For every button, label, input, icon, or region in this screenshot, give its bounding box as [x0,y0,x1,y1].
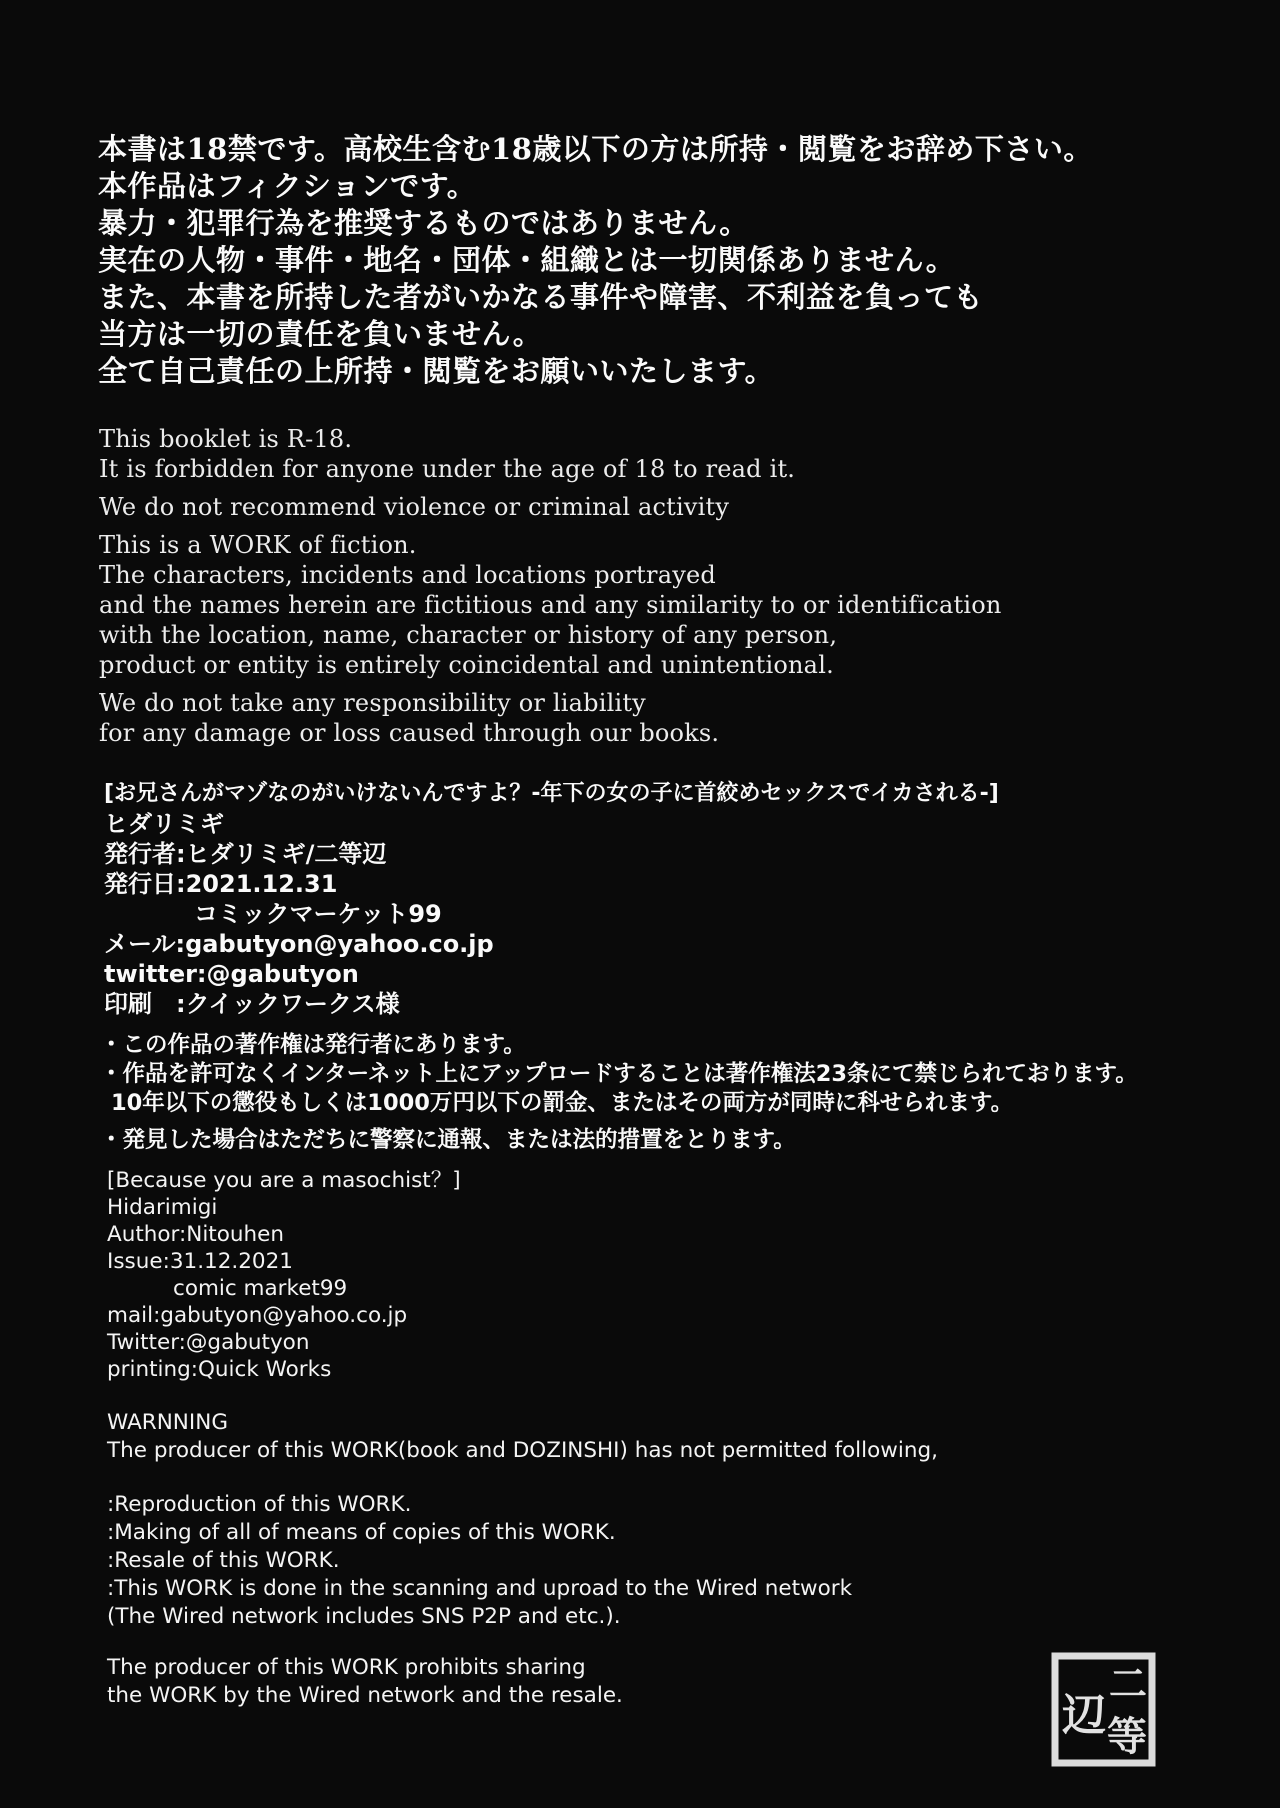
circle-name-en: Hidarimigi [107,1195,218,1220]
mail-address-en: mail:gabutyon@yahoo.co.jp [107,1303,408,1328]
twitter-handle-jp: twitter:@gabutyon [104,960,359,988]
jp-disclaimer-line: 当方は一切の責任を負いません。 [98,317,543,351]
twitter-handle-en: Twitter:@gabutyon [107,1330,310,1355]
mail-address-jp: メール:gabutyon@yahoo.co.jp [104,930,494,958]
jp-copyright-line: 10年以下の懲役もしくは1000万円以下の罰金、またはその両方が同時に科せられます。 [111,1090,1014,1116]
en-disclaimer-line: It is forbidden for anyone under the age of 18 to read it. [99,455,796,483]
en-disclaimer-line: for any damage or loss caused through our books. [99,719,720,747]
circle-name-jp: ヒダリミギ [104,810,224,838]
jp-disclaimer-line: 本作品はフィクションです。 [98,169,477,203]
work-title-jp: [お兄さんがマゾなのがいけないんですよ？-年下の女の子に首絞めセックスでイカされる-] [104,781,999,806]
jp-disclaimer-line: また、本書を所持した者がいかなる事件や障害、不利益を負っても [98,280,984,314]
en-disclaimer-group [99,530,1002,680]
jp-copyright-block [100,1031,1138,1155]
en-disclaimer-block [99,424,1002,756]
event-name-en: comic market99 [173,1276,348,1301]
en-disclaimer-line: We do not take any responsibility or liability [99,689,646,717]
printing-company-jp: 印刷 :クイックワークス様 [104,990,400,1018]
en-disclaimer-line: We do not recommend violence or criminal activity [99,493,730,521]
en-disclaimer-line: and the names herein are fictitious and any similarity to or identification [99,591,1002,619]
jp-disclaimer-block [98,131,1093,390]
en-disclaimer-line: with the location, name, character or history of any person, [99,621,838,649]
warning-heading: WARNNING [107,1410,228,1435]
seal-icon [1049,1650,1159,1770]
jp-disclaimer-line: 実在の人物・事件・地名・団体・組織とは一切関係ありません。 [98,243,956,277]
issue-date-jp: 発行日:2021.12.31 [104,870,338,898]
seal-char: 辺 [1062,1690,1106,1741]
en-disclaimer-group [99,688,1002,748]
warning-footer-line: The producer of this WORK prohibits sharing [107,1655,586,1680]
author-en: Author:Nitouhen [107,1222,284,1247]
warning-footer [107,1654,938,1710]
warning-block [107,1409,938,1710]
warning-item: :Resale of this WORK. [107,1548,340,1573]
circle-seal-stamp [1049,1650,1159,1774]
jp-disclaimer-line: 暴力・犯罪行為を推奨するものではありません。 [98,206,749,240]
jp-copyright-line: ・この作品の著作権は発行者にあります。 [100,1032,526,1058]
en-disclaimer-line: This is a WORK of fiction. [99,531,417,559]
warning-footer-line: the WORK by the Wired network and the resale. [107,1683,623,1708]
warning-item: :This WORK is done in the scanning and uproad to the Wired network [107,1576,853,1601]
warning-item: :Reproduction of this WORK. [107,1492,412,1517]
publisher-jp: 発行者:ヒダリミギ/二等辺 [104,840,387,868]
work-title-en: [Because you are a masochist？] [107,1168,461,1193]
en-disclaimer-line: This booklet is R-18. [99,425,353,453]
jp-disclaimer-line: 全て自己責任の上所持・閲覧をお願いいたします。 [98,354,775,388]
en-disclaimer-line: product or entity is entirely coincidental and unintentional. [99,651,834,679]
seal-char: 二 [1109,1661,1148,1706]
en-disclaimer-line: The characters, incidents and locations portrayed [99,561,716,589]
en-disclaimer-group [99,492,1002,522]
warning-items [107,1491,938,1631]
warning-item: :Making of all of means of copies of this WORK. [107,1520,616,1545]
warning-intro: The producer of this WORK(book and DOZINSHI) has not permitted following, [107,1438,938,1463]
jp-colophon-block [104,779,999,1019]
jp-disclaimer-line: 本書は18禁です。高校生含む18歳以下の方は所持・閲覧をお辞め下さい。 [98,132,1093,166]
jp-copyright-line: ・発見した場合はただちに警察に通報、または法的措置をとります。 [100,1127,796,1153]
en-colophon-block [107,1167,461,1383]
seal-char: 等 [1107,1713,1147,1760]
en-disclaimer-group [99,424,1002,484]
issue-date-en: Issue:31.12.2021 [107,1249,293,1274]
event-name-jp: コミックマーケット99 [194,900,442,928]
printing-company-en: printing:Quick Works [107,1357,332,1382]
warning-item: (The Wired network includes SNS P2P and etc.). [107,1604,621,1629]
jp-copyright-line: ・作品を許可なくインターネット上にアップロードすることは著作権法23条にて禁じられております。 [100,1061,1138,1087]
